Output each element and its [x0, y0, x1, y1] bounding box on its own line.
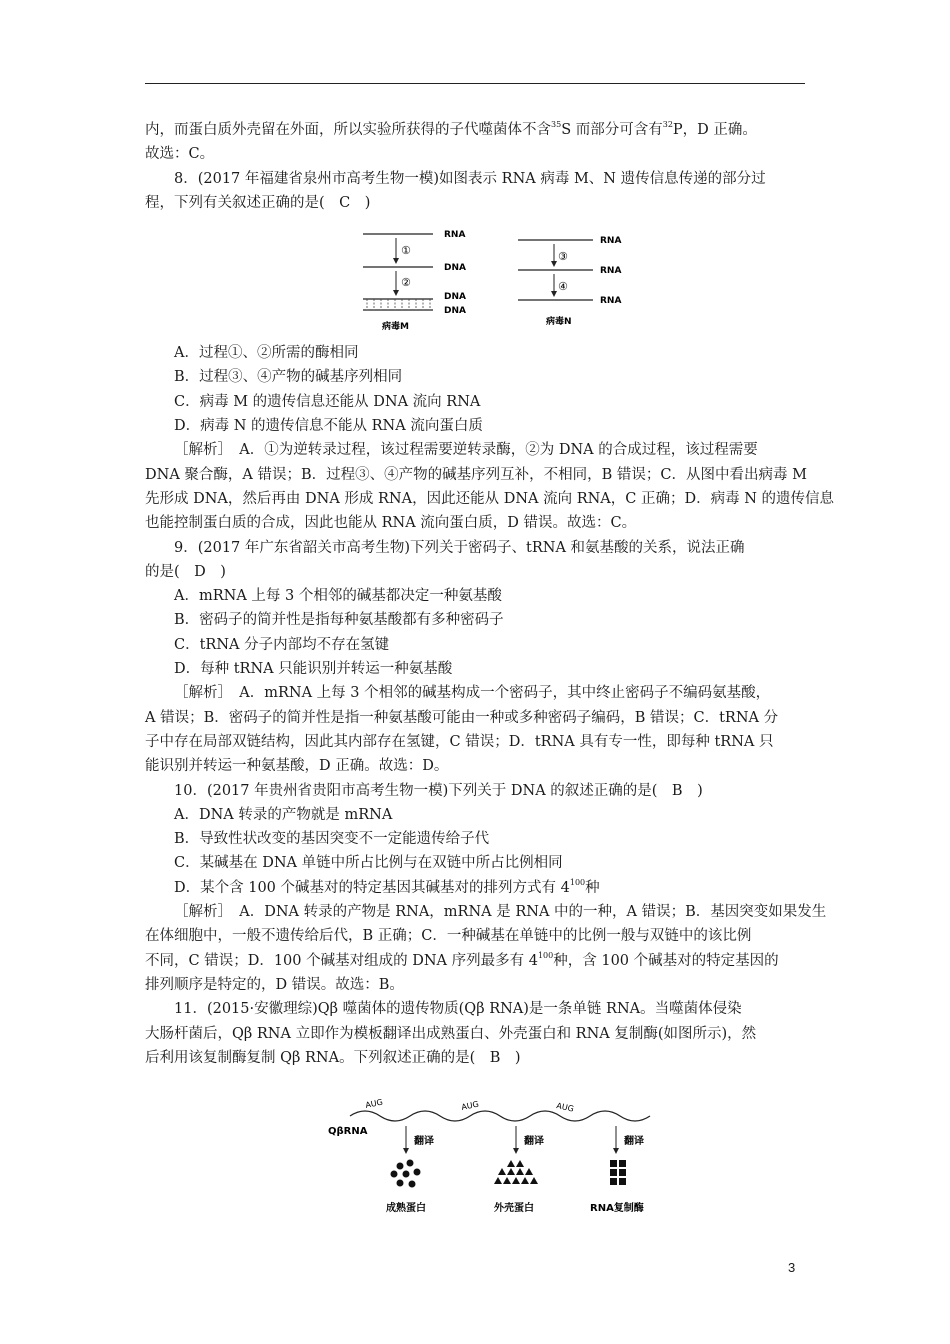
m-dna-label-3: DNA: [444, 306, 466, 316]
intro-line-1: 内，而蛋白质外壳留在外面，所以实验所获得的子代噬菌体不含$^{35}$S 而部分可含有$^{32}$P，D 正确。: [145, 120, 757, 138]
q8-stem: 8．(2017 年福建省泉州市高考生物一模)如图表示 RNA 病毒 M、N 遗传信息传递的部分过: [174, 170, 766, 187]
translate-label-3: 翻译: [624, 1136, 644, 1147]
m-rna-label: RNA: [444, 230, 466, 240]
q10-stem: 10．(2017 年贵州省贵阳市高考生物一模)下列关于 DNA 的叙述正确的是( B ): [174, 782, 703, 799]
m-dna-label-2: DNA: [444, 292, 466, 302]
q9-analysis-3: 子中存在局部双链结构，因此其内部存在氢键，C 错误；D．tRNA 具有专一性，即每种 tRNA 只: [145, 733, 774, 750]
q9-stem: 9．(2017 年广东省韶关市高考生物)下列关于密码子、tRNA 和氨基酸的关系，说法正确: [174, 539, 745, 556]
rna-strand: [350, 1111, 650, 1121]
step-4-label: ④: [558, 280, 568, 293]
q11-stem-cont-1: 大肠杆菌后，Qβ RNA 立即作为模板翻译出成熟蛋白、外壳蛋白和 RNA 复制酶(如图所示)，然: [145, 1025, 757, 1042]
n-rna-label-3: RNA: [600, 296, 622, 306]
m-dna-label: DNA: [444, 263, 466, 273]
q11-stem-cont-2: 后利用该复制酶复制 Qβ RNA。下列叙述正确的是( B ): [145, 1049, 521, 1066]
replicase-label: RNA复制酶: [590, 1203, 644, 1214]
q11-stem: 11．(2015·安徽理综)Qβ 噬菌体的遗传物质(Qβ RNA)是一条单链 RNA。当噬菌体侵染: [174, 1001, 742, 1018]
q10-option-d: D．某个含 100 个碱基对的特定基因其碱基对的排列方式有 $4^{100}$种: [174, 877, 600, 896]
q10-option-c: C．某碱基在 DNA 单链中所占比例与在双链中所占比例相同: [174, 855, 563, 872]
replicase-squares: [610, 1160, 626, 1185]
translate-label-2: 翻译: [524, 1136, 544, 1147]
q9-option-c: C．tRNA 分子内部均不存在氢键: [174, 636, 390, 653]
q8-analysis-1: ［解析］ A．①为逆转录过程，该过程需要逆转录酶，②为 DNA 的合成过程，该过程需要: [174, 442, 758, 459]
q10-option-b: B．导致性状改变的基因突变不一定能遗传给子代: [174, 831, 490, 848]
q10-option-a: A．DNA 转录的产物就是 mRNA: [174, 806, 393, 823]
mature-protein-dots: [391, 1160, 421, 1188]
page-number: 3: [788, 1260, 796, 1275]
q8-analysis-4: 也能控制蛋白质的合成，因此也能从 RNA 流向蛋白质，D 错误。故选：C。: [145, 515, 637, 532]
virus-n-label: 病毒N: [546, 317, 572, 327]
q9-analysis-2: A 错误；B．密码子的简并性是指一种氨基酸可能由一种或多种密码子编码，B 错误；C．tRNA 分: [145, 709, 779, 726]
aug-label-2: AUG: [460, 1099, 480, 1112]
step-1-label: ①: [401, 244, 411, 257]
q8-stem-cont: 程，下列有关叙述正确的是( C ): [145, 194, 371, 211]
aug-label-3: AUG: [555, 1101, 575, 1114]
q9-option-b: B．密码子的简并性是指每种氨基酸都有多种密码子: [174, 612, 504, 629]
q9-analysis-4: 能识别并转运一种氨基酸，D 正确。故选：D。: [145, 758, 449, 775]
intro-line-2: 故选：C。: [145, 146, 215, 163]
q9-option-d: D．每种 tRNA 只能识别并转运一种氨基酸: [174, 661, 453, 678]
header-rule: [145, 83, 805, 84]
q10-analysis-1: ［解析］ A．DNA 转录的产物是 RNA，mRNA 是 RNA 中的一种，A 错误；B．基因突变如果发生: [174, 904, 827, 921]
step-2-label: ②: [401, 276, 411, 289]
translate-label-1: 翻译: [414, 1136, 434, 1147]
n-rna-label-2: RNA: [600, 266, 622, 276]
q8-analysis-3: 先形成 DNA，然后再由 DNA 形成 RNA，因此还能从 DNA 流向 RNA，C 正确；D．病毒 N 的遗传信息: [145, 490, 835, 507]
q10-analysis-2: 在体细胞中，一般不遗传给后代，B 正确；C．一种碱基在单链中的比例一般与双链中的该比例: [145, 928, 752, 945]
q10-analysis-4: 排列顺序是特定的，D 错误。故选：B。: [145, 976, 404, 993]
mature-protein-label: 成熟蛋白: [386, 1203, 426, 1214]
q8-option-d: D．病毒 N 的遗传信息不能从 RNA 流向蛋白质: [174, 418, 483, 435]
q8-option-a: A．过程①、②所需的酶相同: [174, 345, 359, 362]
virus-flow-figure: [358, 224, 628, 336]
coat-protein-label: 外壳蛋白: [494, 1203, 534, 1214]
q8-option-b: B．过程③、④产物的碱基序列相同: [174, 369, 403, 386]
q9-analysis-1: ［解析］ A．mRNA 上每 3 个相邻的碱基构成一个密码子，其中终止密码子不编码氨基酸，: [174, 685, 771, 702]
qb-rna-label: QβRNA: [328, 1126, 368, 1137]
q8-option-c: C．病毒 M 的遗传信息还能从 DNA 流向 RNA: [174, 393, 481, 410]
q9-stem-cont: 的是( D ): [145, 563, 226, 580]
q10-analysis-3: 不同，C 错误；D．100 个碱基对组成的 DNA 序列最多有 $4^{100}$种，含 100 个碱基对的特定基因的: [145, 950, 779, 969]
n-rna-label-1: RNA: [600, 236, 622, 246]
qb-translation-figure: [328, 1094, 658, 1224]
aug-label-1: AUG: [364, 1097, 384, 1110]
virus-n-diagram: [518, 236, 621, 327]
virus-m-label: 病毒M: [382, 322, 409, 332]
q8-analysis-2: DNA 聚合酶，A 错误；B．过程③、④产物的碱基序列互补，不相同，B 错误；C．从图中看出病毒 M: [145, 466, 807, 483]
step-3-label: ③: [558, 250, 568, 263]
coat-protein-triangles: [494, 1160, 538, 1184]
q9-option-a: A．mRNA 上每 3 个相邻的碱基都决定一种氨基酸: [174, 588, 502, 605]
virus-m-diagram: [363, 230, 466, 332]
